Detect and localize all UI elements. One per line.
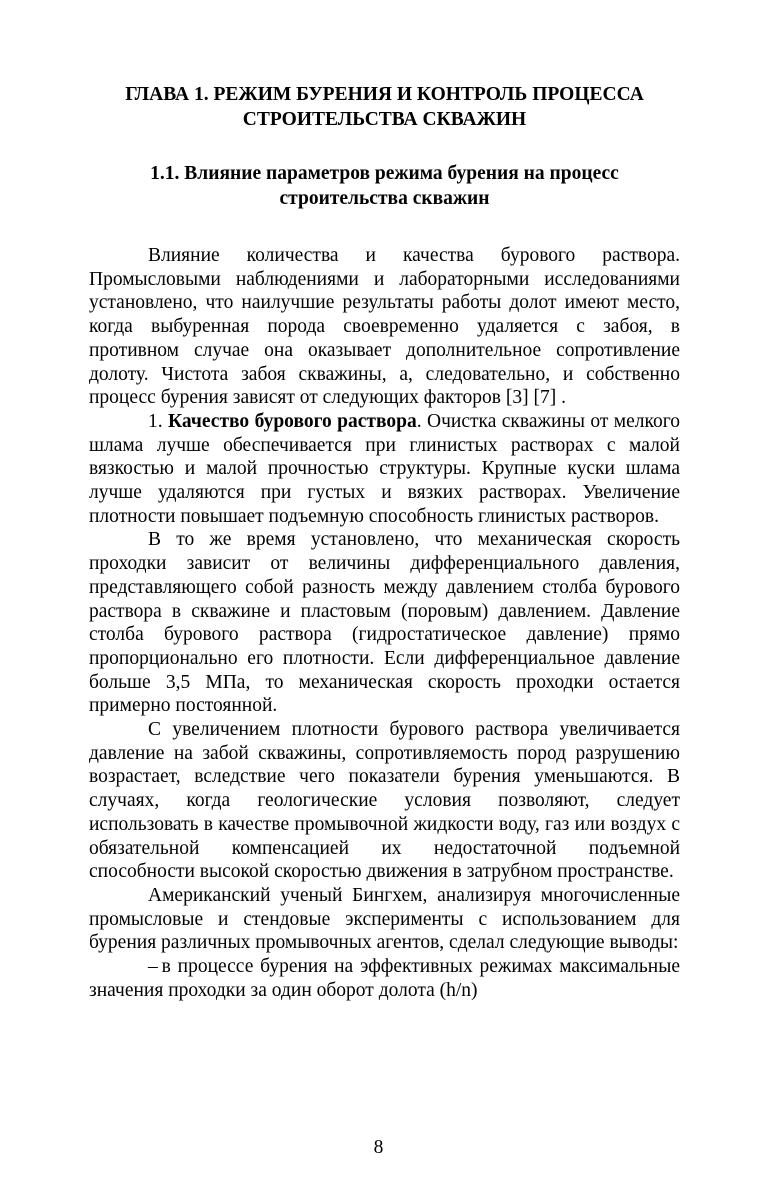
list-number: 1. — [148, 410, 163, 432]
paragraph-5: Американский ученый Бингхем, анализируя многочисленные промысловые и стендовые эксперименты с использованием для бурения различных промывочных агентов, сделал следующие выводы: — [89, 884, 680, 954]
page-number: 8 — [373, 1137, 384, 1158]
paragraph-3: В то же время установлено, что механическая скорость проходки зависит от величины дифференциального давления, представляющего собой разность между давлением столба бурового раствора в скважине и пластовым (поровым) давлением. Давление столба бурового раствора (гидростатическое давление) прямо пропорционально его плотности. Если дифференциальное давление больше 3,5 МПа, то механическая скорость проходки остается примерно постоянной. — [89, 529, 680, 717]
paragraph-6-list-item: – в процессе бурения на эффективных режимах максимальные значения проходки за один оборот долота (h/n) — [89, 956, 680, 1001]
paragraph-4: С увеличением плотности бурового раствора увеличивается давление на забой скважины, сопротивляемость пород разрушению возрастает, вследствие чего показатели бурения уменьшаются. В случаях, когда геологические условия позволяют, следует использовать в качестве промывочной жидкости воду, газ или воздух с обязательной компенсацией их недостаточной подъемной способности высокой скоростью движения в затрубном пространстве. — [89, 719, 680, 883]
chapter-title — [89, 82, 680, 132]
paragraph-1: Влияние количества и качества бурового раствора. Промысловыми наблюдениями и лабораторными исследованиями установлено, что наилучшие результаты работы долот имеют место, когда выбуренная порода своевременно удаляется с забоя, в противном случае она оказывает дополнительное сопротивление долоту. Чистота забоя скважины, а, следовательно, и собственно процесс бурения зависят от следующих факторов [3] [7] . — [89, 245, 680, 409]
page-body — [89, 82, 680, 1003]
paragraph-2-text: . Очистка скважины от мелкого шлама лучше обеспечивается при глинистых растворах с малой вязкостью и малой прочностью структуры. Крупные куски шлама лучше удаляются при густых и вязких растворах. Увеличение плотности повышает подъемную способность глинистых растворов. — [89, 410, 681, 527]
chapter-title-line-2: СТРОИТЕЛЬСТВА СКВАЖИН — [242, 109, 527, 130]
paragraph-2-lead: Качество бурового раствора — [168, 410, 417, 432]
chapter-title-line-1: ГЛАВА 1. РЕЖИМ БУРЕНИЯ И КОНТРОЛЬ ПРОЦЕССА — [125, 84, 644, 105]
section-title — [89, 161, 680, 211]
section-title-line-1: 1.1. Влияние параметров режима бурения на процесс — [150, 163, 619, 184]
section-title-line-2: строительства скважин — [279, 188, 490, 209]
paragraph-2 — [89, 410, 680, 529]
